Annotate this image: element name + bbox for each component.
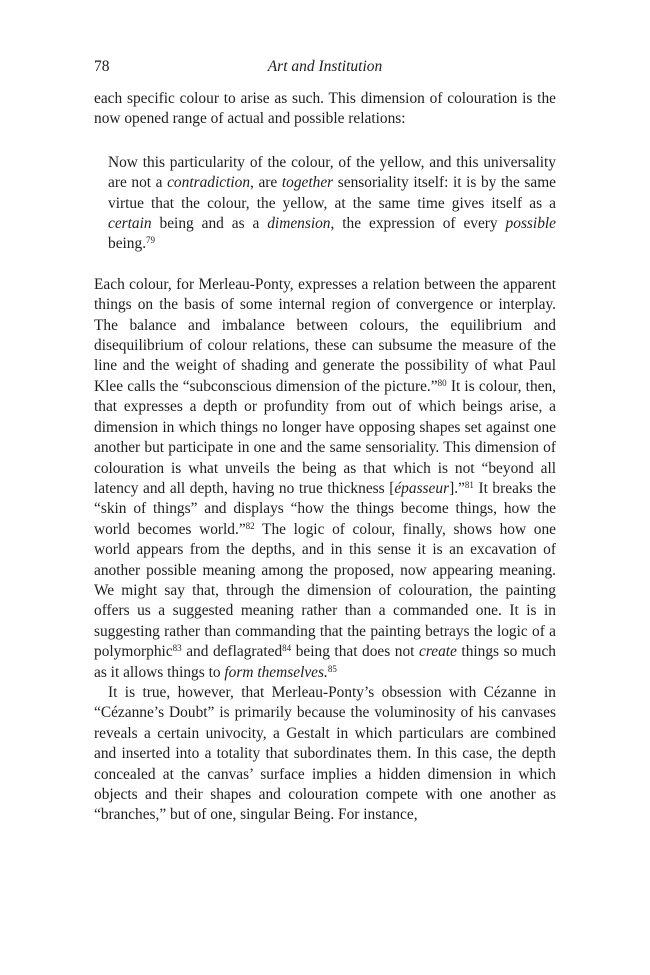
text-run: being that does not [291, 643, 419, 661]
italic-text: together [281, 174, 334, 192]
paragraph-continuation [94, 89, 556, 130]
footnote-ref: 83 [172, 643, 182, 654]
italic-text: dimension [267, 215, 331, 233]
footnote-ref: 81 [464, 479, 474, 490]
footnote-ref: 84 [282, 643, 292, 654]
text-run: being and as a [151, 215, 268, 233]
block-quote [108, 153, 556, 255]
running-head: Art and Institution [267, 58, 383, 75]
text-run: It breaks the “skin of things” and displays “how the things become things, how the world becomes world.” [94, 479, 556, 538]
italic-text: form themselves. [224, 663, 328, 681]
paragraph [94, 275, 556, 683]
text-run: It is true, however, that Merleau-Ponty’s obsession with Cézanne in “Cézanne’s Doubt” is primarily because the voluminosity of his canvases reveals a certain univocity, a Gestalt in which particulars are combined and inserted into a totality that subordinates them. In this case, the depth concealed at the canvas’ surface implies a hidden dimension in which objects and their shapes and colouration compete with one another as “branches,” but of one, singular Being. For instance, [94, 683, 556, 824]
footnote-ref: 82 [245, 520, 255, 531]
italic-text: certain [108, 215, 152, 233]
text-run: each specific colour to arise as such. This dimension of colouration is the now opened range of actual and possible relations: [94, 90, 556, 128]
italic-text: épasseur [394, 479, 450, 497]
text-run: It is colour, then, that expresses a depth or profundity from out of which beings arise, a dimension in which things no longer have opposing shapes set against one another but participate in one and the same sensoriality. This dimension of colouration is what unveils the being as that which is not “beyond all latency and all depth, having no true thickness [ [94, 377, 557, 497]
page-number: 78 [94, 58, 110, 75]
text-run: sensoriality itself: it is by the same virtue that the colour, the yellow, at the same time gives itself as a [108, 174, 557, 212]
italic-text: possible [505, 215, 556, 233]
text-run: Now this particularity of the colour, of the yellow, and this universality are not a [108, 153, 556, 192]
footnote-ref: 85 [327, 663, 337, 674]
text-run: being. [108, 235, 147, 253]
text-run: and deflagrated [181, 643, 283, 661]
main-text [94, 89, 556, 826]
text-run: , the expression of every [330, 215, 506, 233]
footnote-ref: 80 [437, 377, 447, 388]
italic-text: create [419, 643, 457, 661]
text-run: Each colour, for Merleau-Ponty, expresses a relation between the apparent things on the basis of some internal region of convergence or interplay. The balance and imbalance between colours, the equilibrium and disequilibrium of colour relations, these can subsume the measure of the line and the weight of shading and generate the possibility of what Paul Klee calls the “subconscious dimension of the picture.” [94, 275, 556, 395]
footnote-ref: 79 [146, 235, 156, 246]
paragraph [94, 683, 556, 826]
text-run: things so much as it allows things to [94, 643, 556, 681]
text-run: The logic of colour, finally, shows how one world appears from the depths, and in this sense it is an excavation of another possible meaning among the proposed, now appearing meaning. We might say that, through the dimension of colouration, the painting offers us a suggested meaning rather than a commanded one. It is in suggesting rather than commanding that the painting betrays the logic of a polymorphic [94, 520, 556, 661]
page-header [94, 55, 556, 79]
text-run: , are [250, 174, 282, 192]
italic-text: contradiction [167, 174, 251, 192]
text-run: ].” [449, 479, 465, 497]
